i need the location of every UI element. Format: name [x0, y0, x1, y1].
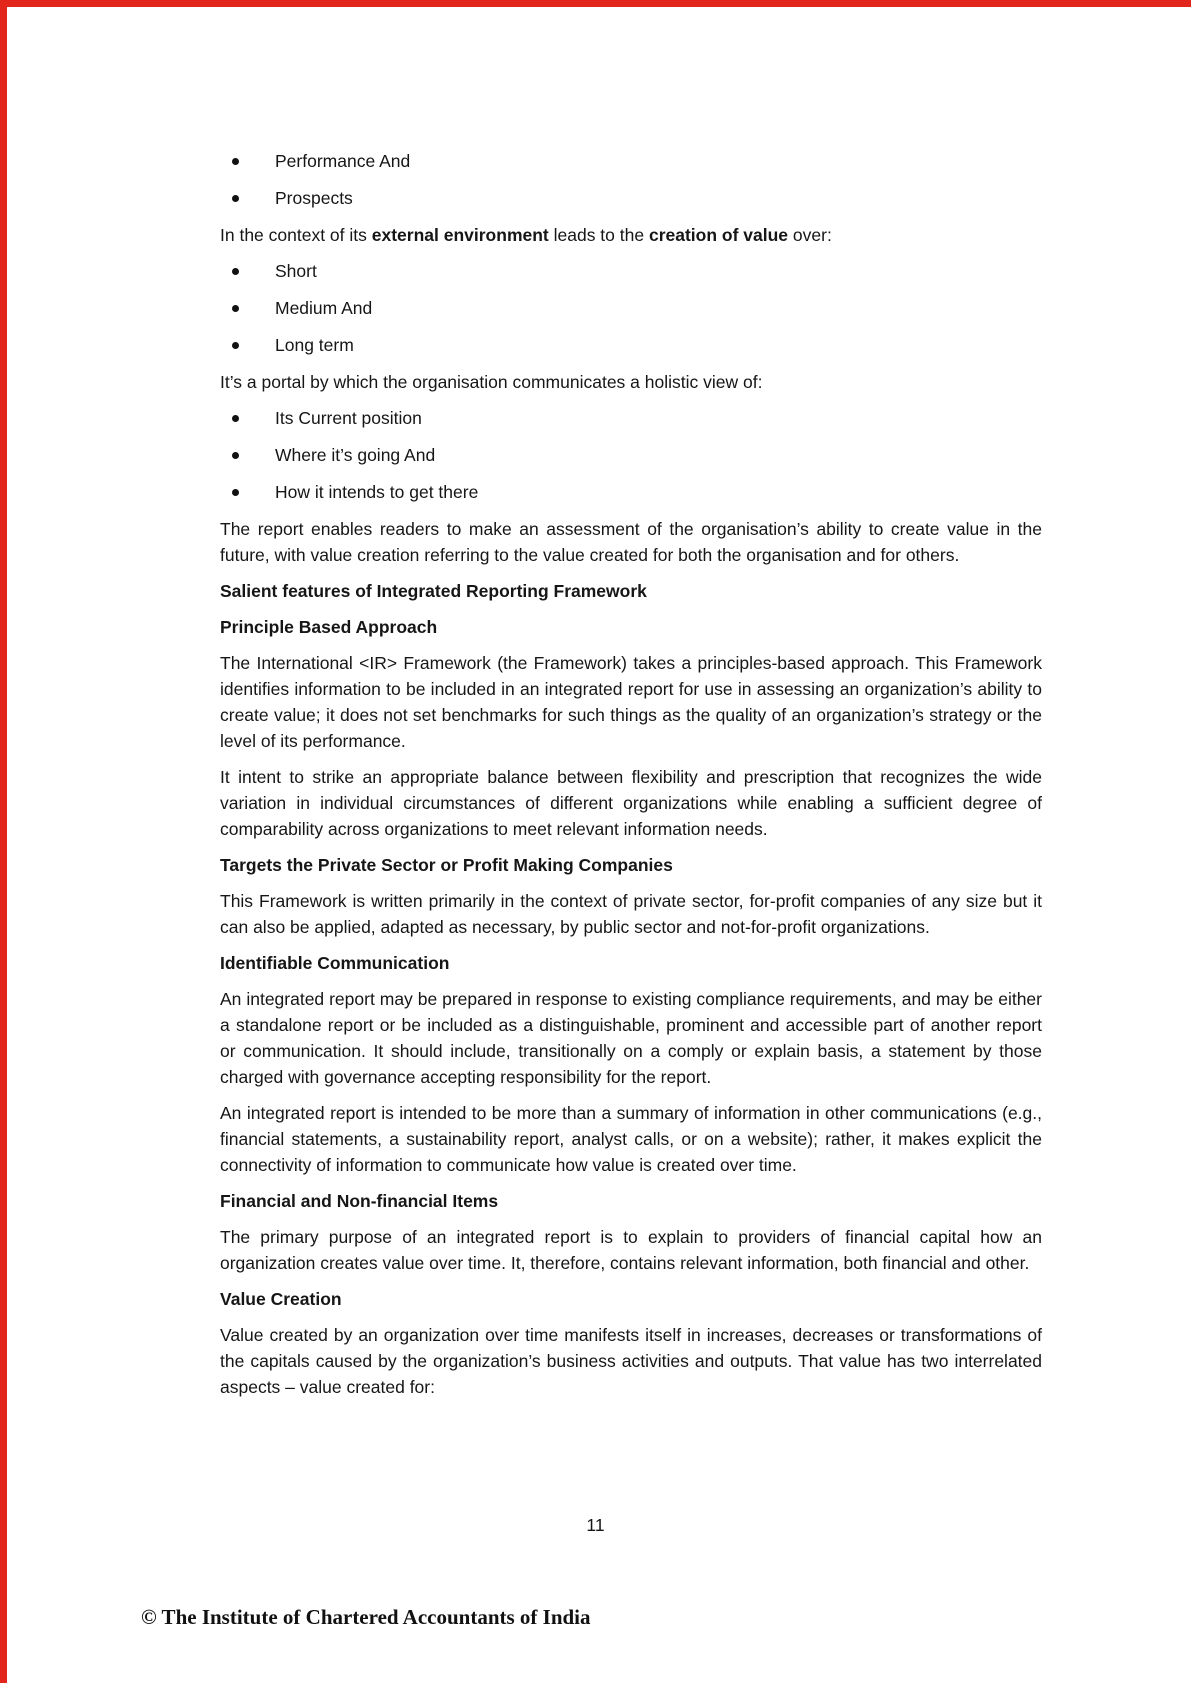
- context-text-1: In the context of its: [220, 225, 372, 245]
- paragraph-identifiable-2: An integrated report is intended to be more than a summary of information in other communications (e.g., financial statements, a sustainability report, analyst calls, or on a website); rather, it makes explicit the connectivity of information to communicate how value is created over time.: [220, 1103, 1042, 1175]
- list-item-label: How it intends to get there: [275, 482, 479, 502]
- bullet-icon: [232, 305, 239, 312]
- paragraph-targets: This Framework is written primarily in the context of private sector, for-profit companies of any size but it can also be applied, adapted as necessary, by public sector and not-for-profit organizations.: [220, 891, 1042, 937]
- list-item-label: Medium And: [275, 298, 373, 318]
- list-item-current-position: [220, 405, 1042, 431]
- list-item-label: Where it’s going And: [275, 445, 436, 465]
- footer-copyright: © The Institute of Chartered Accountants of India: [141, 1605, 591, 1629]
- bullet-icon: [232, 268, 239, 275]
- paragraph-identifiable-1: An integrated report may be prepared in response to existing compliance requirements, and may be either a standalone report or be included as a distinguishable, prominent and accessible part of another report or communication. It should include, transitionally on a comply or explain basis, a statement by those charged with governance accepting responsibility for the report.: [220, 989, 1042, 1087]
- list-item-short: [220, 258, 1042, 284]
- list-item-medium: [220, 295, 1042, 321]
- paragraph-portal: It’s a portal by which the organisation communicates a holistic view of:: [220, 372, 763, 392]
- bullet-icon: [232, 342, 239, 349]
- heading-salient-features: Salient features of Integrated Reporting Framework: [220, 581, 647, 601]
- list-item-how-get-there: [220, 479, 1042, 505]
- list-item-label: Long term: [275, 335, 354, 355]
- list-item-prospects: [220, 185, 1042, 211]
- list-item-label: Prospects: [275, 188, 353, 208]
- list-item-where-going: [220, 442, 1042, 468]
- list-item-long-term: [220, 332, 1042, 358]
- paragraph-value-creation: Value created by an organization over time manifests itself in increases, decreases or transformations of the capitals caused by the organization’s business activities and outputs. That value has two interrelated aspects – value created for:: [220, 1325, 1042, 1397]
- context-bold-external-environment: external environment: [371, 225, 549, 245]
- bullet-icon: [232, 489, 239, 496]
- bullet-icon: [232, 452, 239, 459]
- list-item-performance: [220, 148, 1042, 174]
- paragraph-report-assessment: The report enables readers to make an assessment of the organisation’s ability to create value in the future, with value creation referring to the value created for both the organisation and for others.: [220, 519, 1042, 565]
- heading-targets-private-sector: Targets the Private Sector or Profit Making Companies: [220, 855, 673, 875]
- context-bold-creation-of-value: creation of value: [648, 225, 789, 245]
- paragraph-context: [220, 222, 1042, 248]
- list-item-label: Short: [275, 261, 317, 281]
- heading-value-creation: Value Creation: [220, 1289, 342, 1309]
- bullet-icon: [232, 195, 239, 202]
- page-border-left: [0, 0, 7, 1683]
- heading-principle-based-approach: Principle Based Approach: [220, 617, 438, 637]
- list-item-label: Performance And: [275, 151, 411, 171]
- context-text-2: leads to the: [548, 225, 649, 245]
- list-item-label: Its Current position: [275, 408, 422, 428]
- paragraph-principle-1: The International <IR> Framework (the Framework) takes a principles-based approach. This Framework identifies information to be included in an integrated report for use in assessing an organization’s ability to create value; it does not set benchmarks for such things as the quality of an organization’s strategy or the level of its performance.: [220, 653, 1042, 751]
- document-body: [220, 0, 1042, 1410]
- paragraph-principle-2: It intent to strike an appropriate balance between flexibility and prescription that recognizes the wide variation in individual circumstances of different organizations while enabling a sufficient degree of comparability across organizations to meet relevant information needs.: [220, 767, 1042, 839]
- heading-financial-items: Financial and Non-financial Items: [220, 1191, 499, 1211]
- context-text-3: over:: [788, 225, 832, 245]
- paragraph-financial: The primary purpose of an integrated report is to explain to providers of financial capital how an organization creates value over time. It, therefore, contains relevant information, both financial and other.: [220, 1227, 1042, 1273]
- page-number: 11: [586, 1515, 605, 1535]
- bullet-icon: [232, 415, 239, 422]
- heading-identifiable-communication: Identifiable Communication: [220, 953, 450, 973]
- bullet-icon: [232, 158, 239, 165]
